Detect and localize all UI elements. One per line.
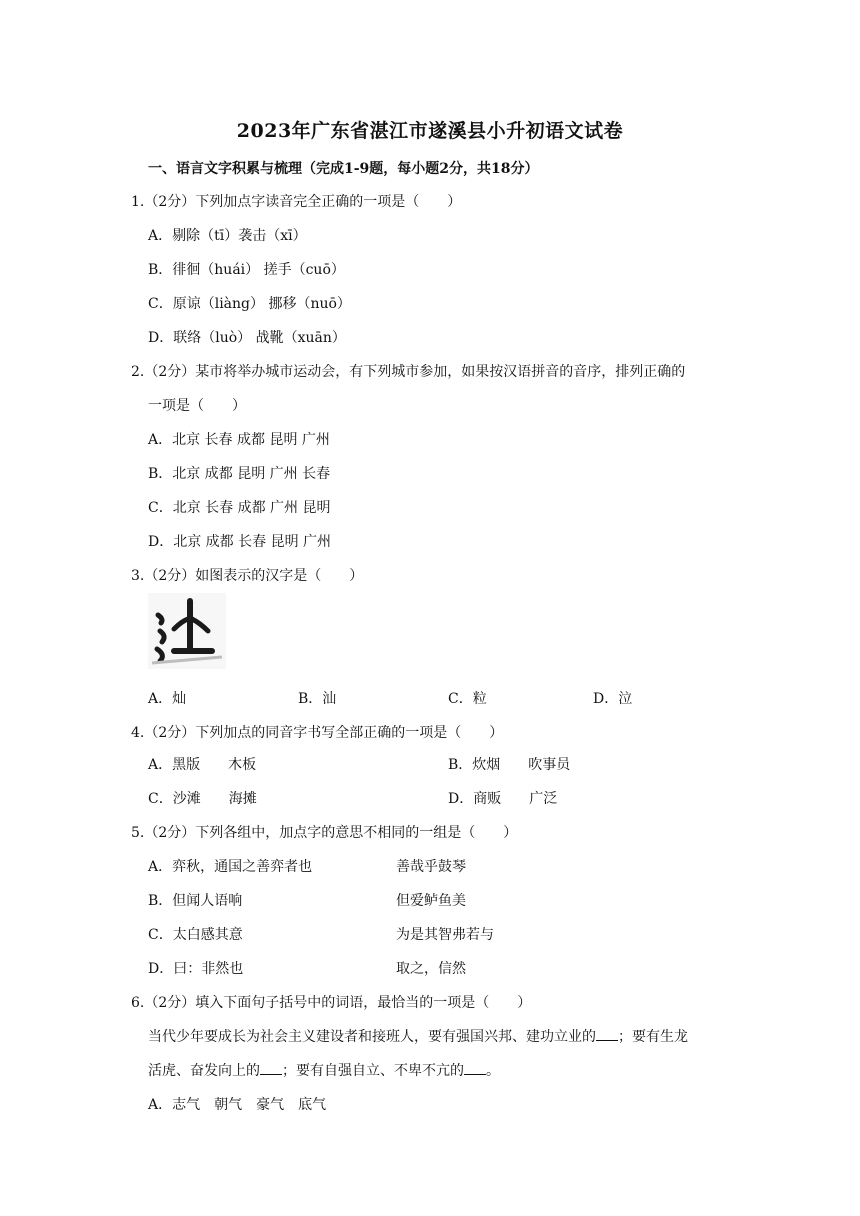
question-6-stem: 6.（2分）填入下面句子括号中的词语，最恰当的一项是（ ） [131,995,532,1011]
question-5-option-c-left: C．太白感其意 [148,927,243,943]
question-2-stem-continued: 一项是（ ） [148,398,246,414]
passage-text: 当代少年要成长为社会主义建设者和接班人，要有强国兴邦、建功立业的 [148,1029,596,1045]
question-1-option-b: B．徘徊（huái） 搓手（cuō） [148,262,345,278]
question-2-option-c: C．北京 长春 成都 广州 昆明 [148,500,331,516]
passage-text: 活虎、奋发向上的 [148,1063,260,1079]
question-4-option-b: B．炊烟 吹事员 [448,757,571,773]
question-1-option-d: D．联络（luò） 战靴（xuān） [148,330,346,346]
question-1-option-c: C．原谅（liàng） 挪移（nuō） [148,296,351,312]
question-5-stem: 5.（2分）下列各组中，加点字的意思不相同的一组是（ ） [131,825,518,841]
question-5-option-b-left: B．但闻人语响 [148,893,243,909]
question-2-option-a: A．北京 长春 成都 昆明 广州 [148,432,330,448]
question-3-stem: 3.（2分）如图表示的汉字是（ ） [131,568,364,584]
question-5-option-c-right: 为是其智弗若与 [396,927,494,943]
question-6-passage-line-2 [148,1060,500,1080]
answer-blank [596,1027,618,1041]
question-5-option-a-right: 善哉乎鼓琴 [396,859,466,875]
question-5-option-b-right: 但爱鲈鱼美 [396,893,466,909]
answer-blank [464,1061,486,1075]
ancient-character-glyph [148,593,226,669]
exam-title: 2023年广东省湛江市遂溪县小升初语文试卷 [236,120,624,142]
question-2-stem: 2.（2分）某市将举办城市运动会，有下列城市参加，如果按汉语拼音的音序，排列正确的 [131,364,686,380]
question-4-option-a: A．黑版 木板 [148,757,257,773]
passage-text: 。 [486,1063,500,1079]
question-4-option-c: C．沙滩 海摊 [148,791,257,807]
question-5-option-a-left: A．弈秋，通国之善弈者也 [148,859,313,875]
question-5-option-d-right: 取之，信然 [396,961,466,977]
ancient-character-image [148,593,226,669]
question-3-option-a: A．灿 [148,691,187,707]
question-4-stem: 4.（2分）下列加点的同音字书写全部正确的一项是（ ） [131,725,504,741]
question-3-option-c: C．粒 [448,691,487,707]
question-6-passage-line-1 [148,1026,688,1046]
question-1-stem: 1.（2分）下列加点字读音完全正确的一项是（ ） [131,194,462,210]
question-6-option-a: A．志气 朝气 豪气 底气 [148,1097,327,1113]
question-2-option-b: B．北京 成都 昆明 广州 长春 [148,466,331,482]
passage-text: ；要有生龙 [618,1029,688,1045]
question-4-option-d: D．商贩 广泛 [448,791,558,807]
answer-blank [260,1061,282,1075]
question-2-option-d: D．北京 成都 长春 昆明 广州 [148,534,332,550]
question-3-option-b: B．汕 [298,691,337,707]
question-1-option-a: A．剔除（tī）袭击（xī） [148,228,307,244]
question-5-option-d-left: D．曰：非然也 [148,961,244,977]
section-heading: 一、语言文字积累与梳理（完成1-9题，每小题2分，共18分） [148,161,539,177]
question-3-option-d: D．泣 [593,691,633,707]
passage-text: ；要有自强自立、不卑不亢的 [282,1063,464,1079]
